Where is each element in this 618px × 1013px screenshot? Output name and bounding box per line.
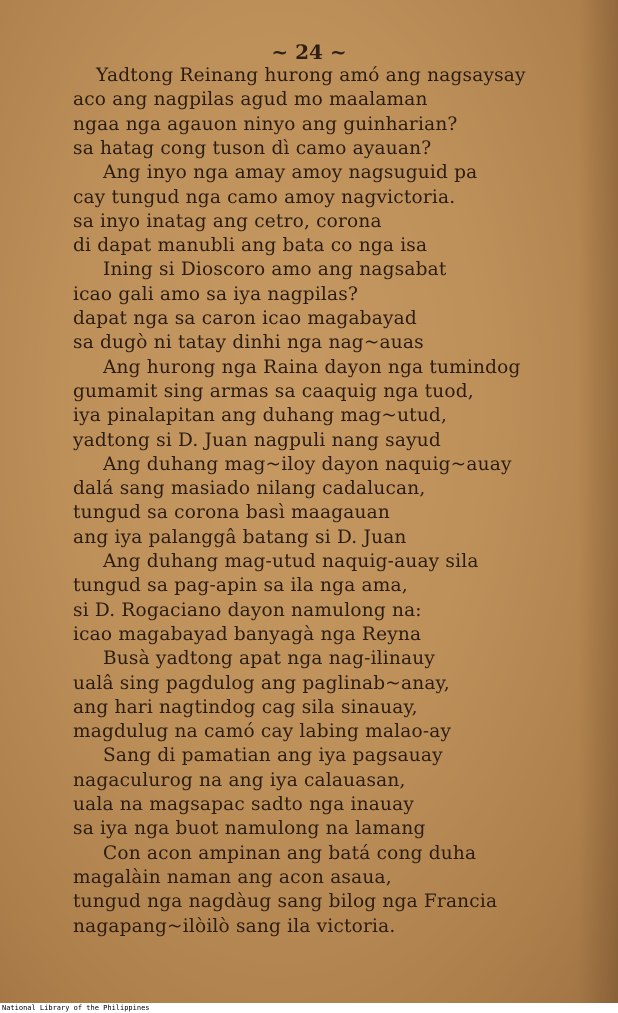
poem-line: dalá sang masiado nilang cadalucan,: [73, 478, 426, 500]
poem-line: magalàin naman ang acon asaua,: [73, 866, 392, 888]
poem-line: yadtong si D. Juan nagpuli nang sayud: [73, 429, 441, 451]
poem-line: ang hari nagtindog cag sila sinauay,: [73, 696, 418, 718]
poem-line: sa iya nga buot namulong na lamang: [73, 818, 426, 840]
poem-line: ang iya palanggâ batang si D. Juan: [73, 526, 407, 548]
poem-line: tungud sa pag-apin sa ila nga ama,: [73, 575, 408, 597]
poem-line: dapat nga sa caron icao magabayad: [73, 308, 417, 329]
poem-line: Sang di pamatian ang iya pagsauay: [103, 745, 443, 767]
library-credit: National Library of the Philippines: [2, 1004, 150, 1012]
poem-line: nagapang~ilòilò sang ila victoria.: [73, 915, 396, 937]
poem-line: magdulug na camó cay labing malao-ay: [73, 721, 452, 743]
poem-line: iya pinalapitan ang duhang mag~utud,: [73, 405, 448, 427]
poem-line: icao gali amo sa iya nagpilas?: [73, 283, 359, 305]
poem-line: Busà yadtong apat nga nag-ilinauy: [103, 648, 436, 670]
poem-line: sa inyo inatag ang cetro, corona: [73, 210, 382, 232]
poem-line: sa dugò ni tatay dinhi nga nag~auas: [73, 332, 424, 354]
poem-line: ualâ sing pagdulog ang paglinab~anay,: [73, 672, 450, 694]
poem-line: icao magabayad banyagà nga Reyna: [73, 623, 422, 645]
poem-line: Yadtong Reinang hurong amó ang nagsaysay: [96, 65, 526, 86]
poem-line: gumamit sing armas sa caaquig nga tuod,: [73, 380, 474, 402]
poem-line: uala na magsapac sadto nga inauay: [73, 794, 414, 815]
poem-line: si D. Rogaciano dayon namulong na:: [73, 599, 422, 621]
poem-line: Ang hurong nga Raina dayon nga tumindog: [103, 356, 521, 378]
poem-line: Ining si Dioscoro amo ang nagsabat: [103, 259, 447, 281]
poem-line: sa hatag cong tuson dì camo ayauan?: [73, 137, 432, 159]
poem-line: tungud sa corona basì maagauan: [73, 502, 390, 524]
poem-line: tungud nga nagdàug sang bilog nga Francia: [73, 891, 498, 913]
poem-line: cay tungud nga camo amoy nagvictoria.: [73, 186, 456, 208]
poem-line: nagaculurog na ang iya calauasan,: [73, 769, 406, 791]
poem-line: aco ang nagpilas agud mo maalaman: [73, 89, 428, 111]
page-number: ~ 24 ~: [271, 40, 347, 64]
poem-line: di dapat manubli ang bata co nga isa: [73, 235, 428, 257]
poem-line: ngaa nga agauon ninyo ang guinharian?: [73, 113, 458, 135]
poem-line: Ang duhang mag-utud naquig-auay sila: [103, 551, 479, 572]
poem-line: Ang duhang mag~iloy dayon naquig~auay: [103, 453, 512, 475]
poem-line: Ang inyo nga amay amoy nagsuguid pa: [103, 162, 478, 184]
poem-line: Con acon ampinan ang batá cong duha: [103, 842, 477, 864]
